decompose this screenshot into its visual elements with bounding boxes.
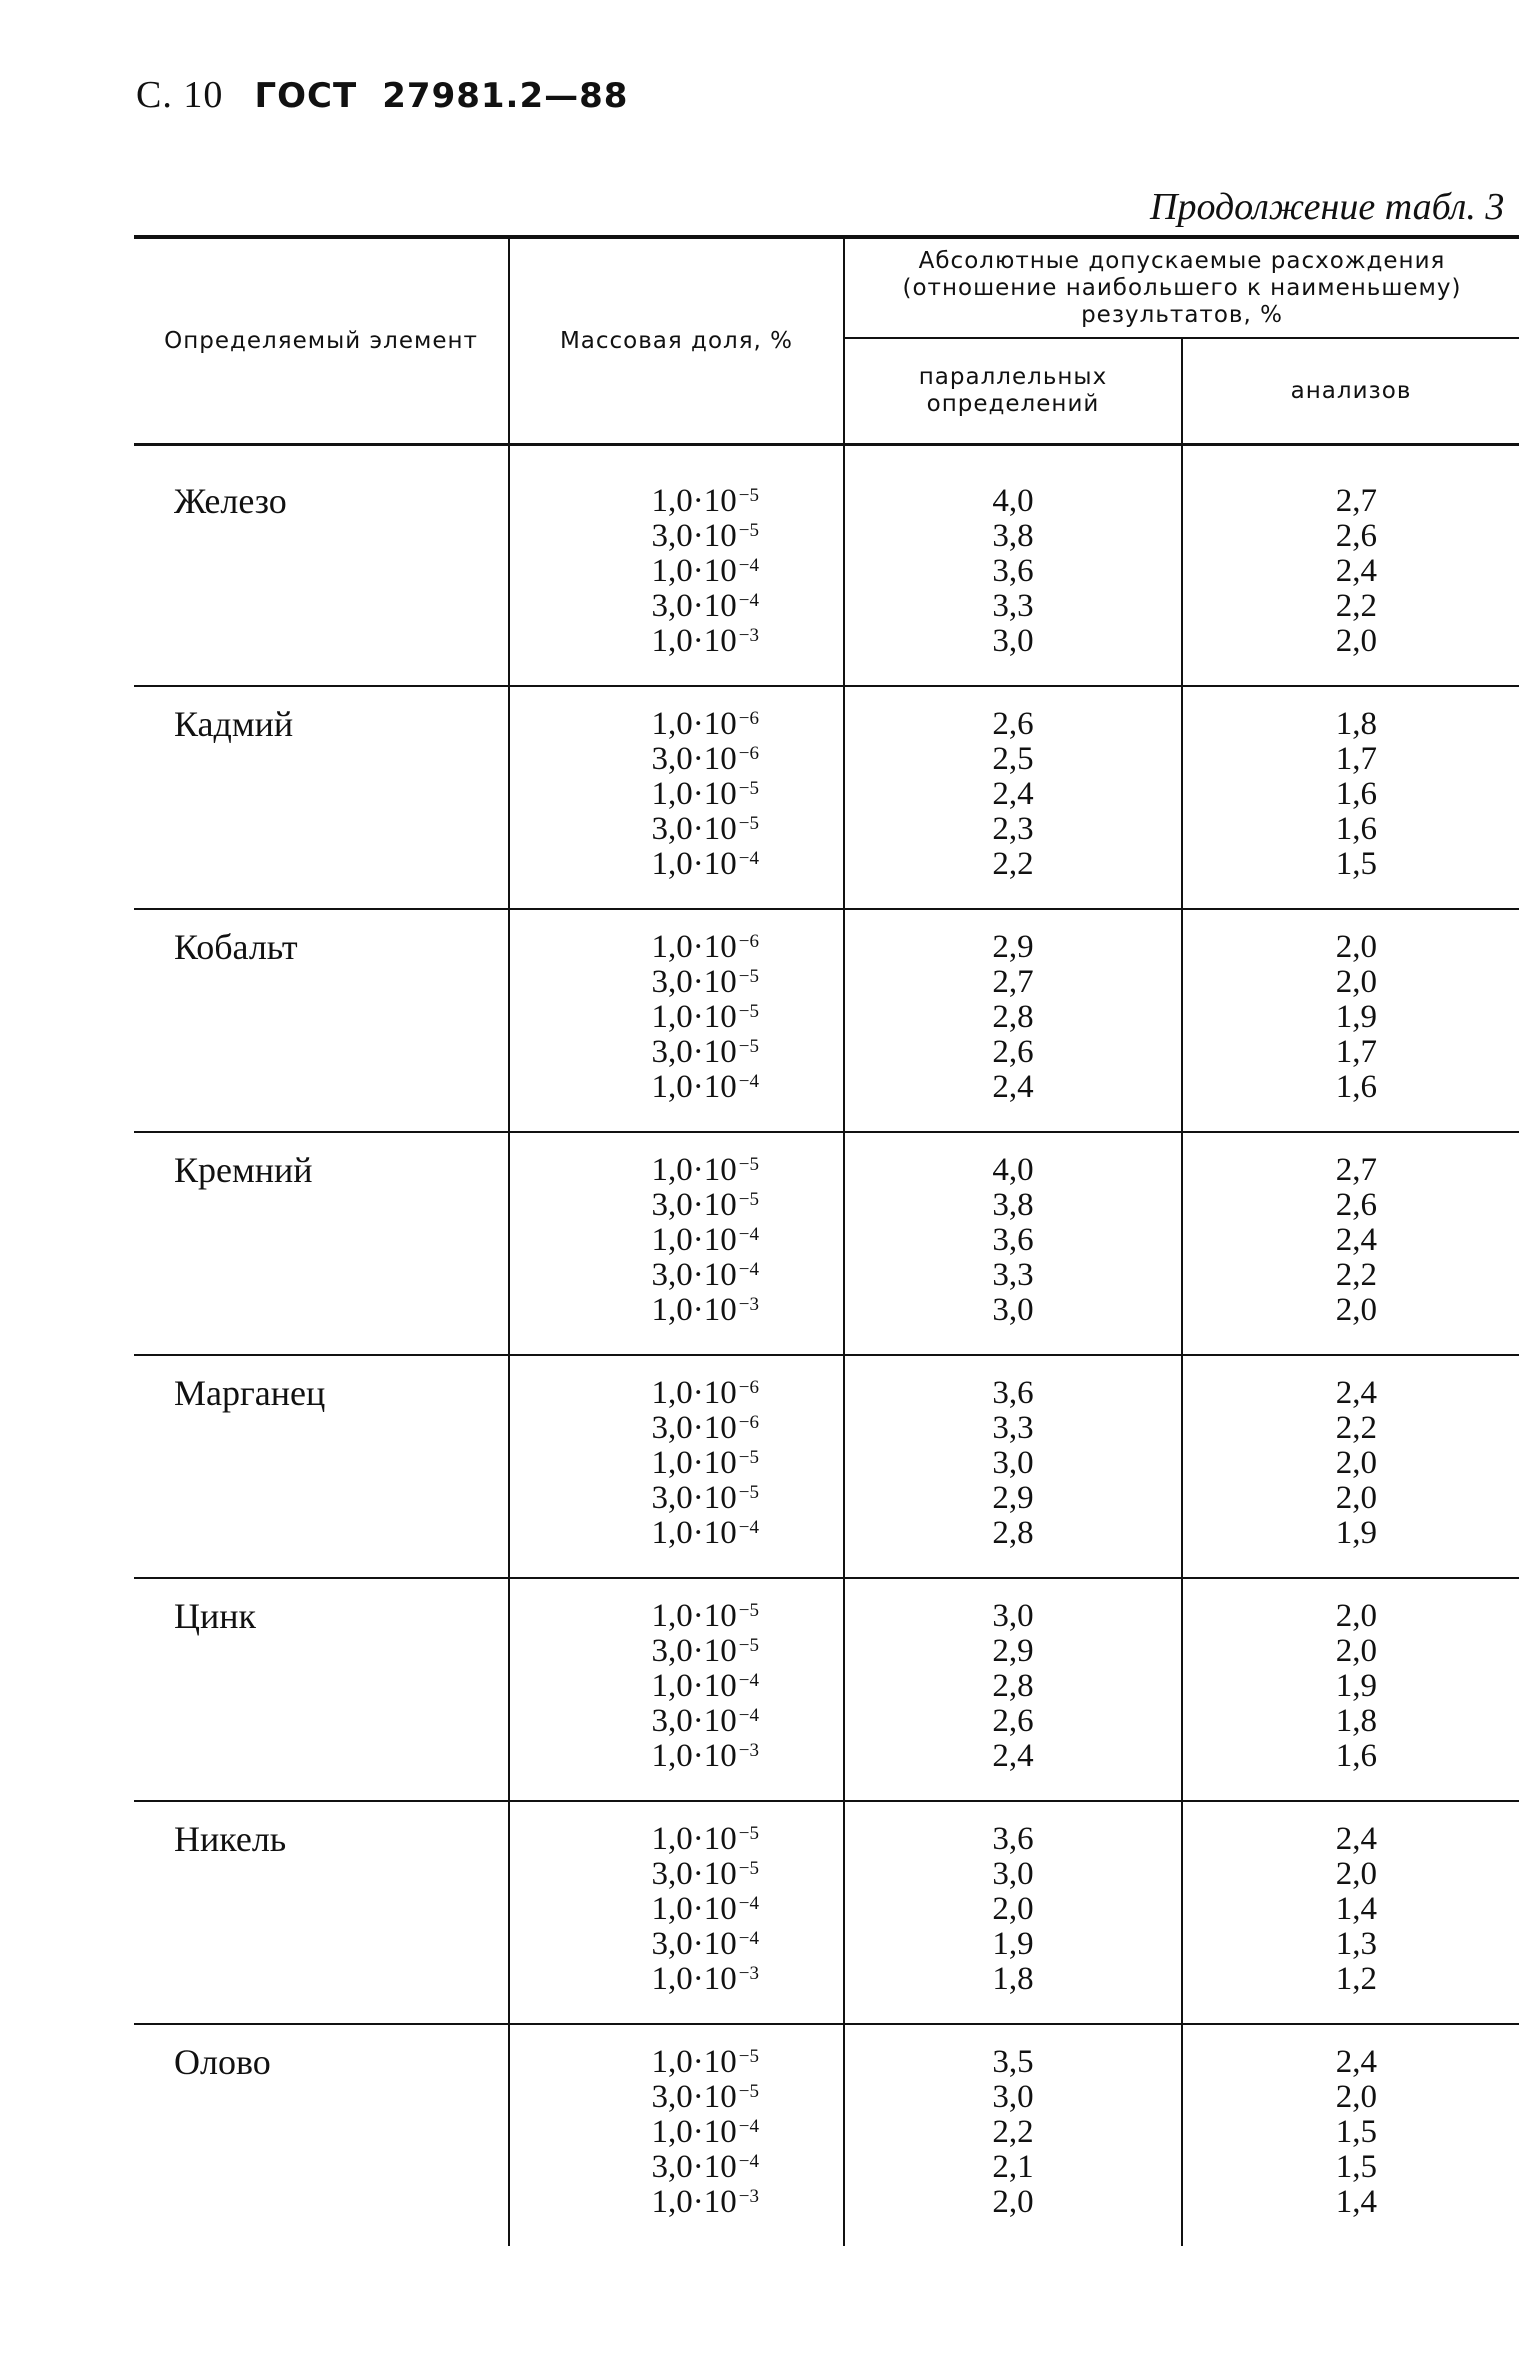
- analyses-value: 2,6: [1335, 518, 1378, 554]
- element-cell: [134, 2024, 509, 2246]
- analyses-value: 1,7: [1335, 1034, 1378, 1070]
- analyses-cell: [1182, 1578, 1519, 1801]
- mass-fraction-value: 1,0·10 $^{-3}$: [651, 1738, 759, 1774]
- mass-fraction-value: 1,0·10 $^{-4}$: [651, 1891, 759, 1927]
- mass-fraction-value: 3,0·10 $^{-5}$: [651, 1034, 759, 1070]
- parallel-value: 3,0: [992, 2079, 1034, 2115]
- mass-fraction-value: 3,0·10 $^{-4}$: [651, 588, 759, 624]
- table-row: [134, 1801, 1519, 2024]
- analyses-value: 2,0: [1335, 1856, 1378, 1892]
- mass-fraction-value: 3,0·10 $^{-4}$: [651, 1926, 759, 1962]
- parallel-value: 4,0: [992, 1152, 1034, 1188]
- mass-fraction-value: 1,0·10 $^{-6}$: [651, 929, 759, 965]
- mass-fraction-value: 1,0·10 $^{-6}$: [651, 1375, 759, 1411]
- parallel-value: 2,0: [992, 1891, 1034, 1927]
- parallel-value: 3,3: [992, 1410, 1034, 1446]
- mass-fraction-value: 3,0·10 $^{-4}$: [651, 2149, 759, 2185]
- mass-fraction-value: 1,0·10 $^{-3}$: [651, 2184, 759, 2220]
- parallel-value: 3,0: [992, 1598, 1034, 1634]
- mass-fraction-cell: [509, 445, 844, 687]
- mass-fraction-value: 3,0·10 $^{-5}$: [651, 1633, 759, 1669]
- mass-fraction-value: 3,0·10 $^{-5}$: [651, 518, 759, 554]
- parallel-value: 2,6: [992, 1703, 1034, 1739]
- analyses-value: 1,5: [1335, 2114, 1378, 2150]
- parallel-value: 3,0: [992, 1856, 1034, 1892]
- parallel-value: 1,9: [992, 1926, 1034, 1962]
- analyses-value: 2,0: [1335, 623, 1378, 659]
- table-row: [134, 2024, 1519, 2246]
- analyses-value: 1,5: [1335, 846, 1378, 882]
- analyses-value: 1,8: [1335, 706, 1378, 742]
- analyses-value: 2,4: [1335, 2044, 1378, 2080]
- analyses-value: 2,4: [1335, 1222, 1378, 1258]
- table-row: [134, 1578, 1519, 1801]
- element-cell: [134, 686, 509, 909]
- parallel-value: 2,7: [992, 964, 1034, 1000]
- parallel-value: 2,9: [992, 1480, 1034, 1516]
- analyses-value: 1,9: [1335, 999, 1378, 1035]
- element-name: Марганец: [174, 1373, 326, 1413]
- parallel-cell: [844, 1801, 1182, 2024]
- analyses-value: 1,3: [1335, 1926, 1378, 1962]
- mass-fraction-value: 3,0·10 $^{-6}$: [651, 1410, 759, 1446]
- analyses-value: 2,0: [1335, 964, 1378, 1000]
- element-name: Олово: [174, 2042, 271, 2082]
- element-cell: [134, 445, 509, 687]
- analyses-cell: [1182, 1801, 1519, 2024]
- parallel-value: 3,6: [992, 553, 1034, 589]
- mass-fraction-value: 1,0·10 $^{-4}$: [651, 1668, 759, 1704]
- analyses-value: 2,0: [1335, 929, 1378, 965]
- element-cell: [134, 1132, 509, 1355]
- parallel-value: 1,8: [992, 1961, 1034, 1997]
- mass-fraction-value: 3,0·10 $^{-5}$: [651, 1856, 759, 1892]
- parallel-value: 3,3: [992, 1257, 1034, 1293]
- element-name: Железо: [174, 481, 287, 521]
- mass-fraction-value: 1,0·10 $^{-4}$: [651, 1222, 759, 1258]
- mass-fraction-value: 3,0·10 $^{-5}$: [651, 964, 759, 1000]
- parallel-value: 3,6: [992, 1375, 1034, 1411]
- mass-fraction-value: 3,0·10 $^{-5}$: [651, 1187, 759, 1223]
- column-header-analyses: анализов: [1182, 338, 1519, 445]
- standard-number: 27981.2—88: [382, 76, 629, 116]
- tolerance-table: [134, 235, 1519, 2246]
- analyses-cell: [1182, 1355, 1519, 1578]
- parallel-value: 2,2: [992, 846, 1034, 882]
- parallel-value: 2,3: [992, 811, 1034, 847]
- mass-fraction-cell: [509, 1578, 844, 1801]
- element-name: Цинк: [174, 1596, 257, 1636]
- element-cell: [134, 1578, 509, 1801]
- mass-fraction-value: 3,0·10 $^{-5}$: [651, 2079, 759, 2115]
- analyses-value: 2,2: [1335, 588, 1378, 624]
- mass-fraction-value: 1,0·10 $^{-4}$: [651, 1069, 759, 1105]
- parallel-value: 2,4: [992, 1738, 1034, 1774]
- mass-fraction-value: 1,0·10 $^{-5}$: [651, 483, 759, 519]
- parallel-value: 4,0: [992, 483, 1034, 519]
- mass-fraction-value: 3,0·10 $^{-4}$: [651, 1257, 759, 1293]
- analyses-value: 1,5: [1335, 2149, 1378, 2185]
- parallel-value: 3,8: [992, 1187, 1034, 1223]
- parallel-cell: [844, 1132, 1182, 1355]
- analyses-cell: [1182, 686, 1519, 909]
- element-cell: [134, 909, 509, 1132]
- parallel-cell: [844, 909, 1182, 1132]
- column-header-mass-fraction: Массовая доля, %: [509, 237, 844, 445]
- table-row: [134, 909, 1519, 1132]
- parallel-value: 2,6: [992, 706, 1034, 742]
- element-name: Кадмий: [174, 704, 294, 744]
- mass-fraction-value: 3,0·10 $^{-4}$: [651, 1703, 759, 1739]
- mass-fraction-value: 1,0·10 $^{-5}$: [651, 999, 759, 1035]
- mass-fraction-cell: [509, 686, 844, 909]
- parallel-value: 3,6: [992, 1821, 1034, 1857]
- standard-label: ГОСТ: [254, 76, 358, 116]
- parallel-value: 3,8: [992, 518, 1034, 554]
- mass-fraction-value: 1,0·10 $^{-4}$: [651, 1515, 759, 1551]
- mass-fraction-cell: [509, 909, 844, 1132]
- analyses-value: 2,7: [1335, 1152, 1378, 1188]
- parallel-value: 3,0: [992, 1292, 1034, 1328]
- analyses-value: 2,0: [1335, 1598, 1378, 1634]
- parallel-cell: [844, 1578, 1182, 1801]
- analyses-cell: [1182, 1132, 1519, 1355]
- mass-fraction-value: 1,0·10 $^{-3}$: [651, 623, 759, 659]
- parallel-value: 2,4: [992, 1069, 1034, 1105]
- table-row: [134, 1355, 1519, 1578]
- analyses-value: 1,8: [1335, 1703, 1378, 1739]
- parallel-value: 2,0: [992, 2184, 1034, 2220]
- analyses-value: 2,0: [1335, 1292, 1378, 1328]
- analyses-value: 2,0: [1335, 2079, 1378, 2115]
- mass-fraction-value: 1,0·10 $^{-5}$: [651, 1598, 759, 1634]
- parallel-value: 3,0: [992, 1445, 1034, 1481]
- mass-fraction-value: 3,0·10 $^{-6}$: [651, 741, 759, 777]
- analyses-cell: [1182, 2024, 1519, 2246]
- parallel-value: 2,1: [992, 2149, 1034, 2185]
- analyses-value: 1,2: [1335, 1961, 1378, 1997]
- mass-fraction-cell: [509, 2024, 844, 2246]
- mass-fraction-value: 1,0·10 $^{-3}$: [651, 1292, 759, 1328]
- analyses-value: 2,0: [1335, 1633, 1378, 1669]
- mass-fraction-value: 3,0·10 $^{-5}$: [651, 811, 759, 847]
- mass-fraction-value: 1,0·10 $^{-5}$: [651, 2044, 759, 2080]
- table-body: [134, 445, 1519, 2247]
- parallel-value: 2,8: [992, 999, 1034, 1035]
- parallel-cell: [844, 686, 1182, 909]
- mass-fraction-cell: [509, 1801, 844, 2024]
- parallel-value: 2,8: [992, 1515, 1034, 1551]
- analyses-value: 1,7: [1335, 741, 1378, 777]
- analyses-value: 1,4: [1335, 2184, 1378, 2220]
- table-row: [134, 1132, 1519, 1355]
- mass-fraction-value: 1,0·10 $^{-5}$: [651, 1445, 759, 1481]
- element-cell: [134, 1801, 509, 2024]
- analyses-value: 2,4: [1335, 553, 1378, 589]
- parallel-value: 3,0: [992, 623, 1034, 659]
- analyses-value: 1,4: [1335, 1891, 1378, 1927]
- mass-fraction-value: 1,0·10 $^{-5}$: [651, 1821, 759, 1857]
- element-cell: [134, 1355, 509, 1578]
- analyses-value: 1,6: [1335, 811, 1378, 847]
- analyses-value: 2,4: [1335, 1375, 1378, 1411]
- mass-fraction-value: 1,0·10 $^{-5}$: [651, 1152, 759, 1188]
- analyses-value: 1,6: [1335, 776, 1378, 812]
- analyses-value: 1,6: [1335, 1738, 1378, 1774]
- analyses-value: 2,2: [1335, 1410, 1378, 1446]
- parallel-cell: [844, 445, 1182, 687]
- element-name: Никель: [174, 1819, 287, 1859]
- analyses-value: 1,9: [1335, 1668, 1378, 1704]
- mass-fraction-value: 1,0·10 $^{-5}$: [651, 776, 759, 812]
- mass-fraction-value: 3,0·10 $^{-5}$: [651, 1480, 759, 1516]
- mass-fraction-value: 1,0·10 $^{-4}$: [651, 846, 759, 882]
- analyses-cell: [1182, 445, 1519, 687]
- parallel-cell: [844, 2024, 1182, 2246]
- page-number: С. 10: [136, 74, 224, 116]
- parallel-value: 3,3: [992, 588, 1034, 624]
- analyses-value: 2,0: [1335, 1480, 1378, 1516]
- element-name: Кобальт: [174, 927, 298, 967]
- column-header-element: Определяемый элемент: [134, 237, 509, 445]
- parallel-cell: [844, 1355, 1182, 1578]
- parallel-value: 2,4: [992, 776, 1034, 812]
- parallel-value: 3,5: [992, 2044, 1034, 2080]
- column-header-tolerance-group: Абсолютные допускаемые расхождения (отношение наибольшего к наименьшему) результатов, %: [844, 237, 1519, 338]
- mass-fraction-value: 1,0·10 $^{-4}$: [651, 2114, 759, 2150]
- table-continuation-caption: Продолжение табл. 3: [1150, 186, 1505, 228]
- parallel-value: 2,8: [992, 1668, 1034, 1704]
- table-row: [134, 686, 1519, 909]
- analyses-value: 2,2: [1335, 1257, 1378, 1293]
- mass-fraction-value: 1,0·10 $^{-3}$: [651, 1961, 759, 1997]
- parallel-value: 2,9: [992, 929, 1034, 965]
- analyses-value: 1,6: [1335, 1069, 1378, 1105]
- analyses-cell: [1182, 909, 1519, 1132]
- page-header: [136, 72, 628, 117]
- column-header-parallel: параллельных определений: [844, 338, 1182, 445]
- analyses-value: 2,0: [1335, 1445, 1378, 1481]
- parallel-value: 2,5: [992, 741, 1034, 777]
- analyses-value: 1,9: [1335, 1515, 1378, 1551]
- mass-fraction-cell: [509, 1132, 844, 1355]
- parallel-value: 2,2: [992, 2114, 1034, 2150]
- parallel-value: 2,9: [992, 1633, 1034, 1669]
- mass-fraction-value: 1,0·10 $^{-4}$: [651, 553, 759, 589]
- parallel-value: 2,6: [992, 1034, 1034, 1070]
- parallel-value: 3,6: [992, 1222, 1034, 1258]
- element-name: Кремний: [174, 1150, 313, 1190]
- analyses-value: 2,7: [1335, 483, 1378, 519]
- mass-fraction-value: 1,0·10 $^{-6}$: [651, 706, 759, 742]
- analyses-value: 2,6: [1335, 1187, 1378, 1223]
- mass-fraction-cell: [509, 1355, 844, 1578]
- analyses-value: 2,4: [1335, 1821, 1378, 1857]
- table-row: [134, 445, 1519, 687]
